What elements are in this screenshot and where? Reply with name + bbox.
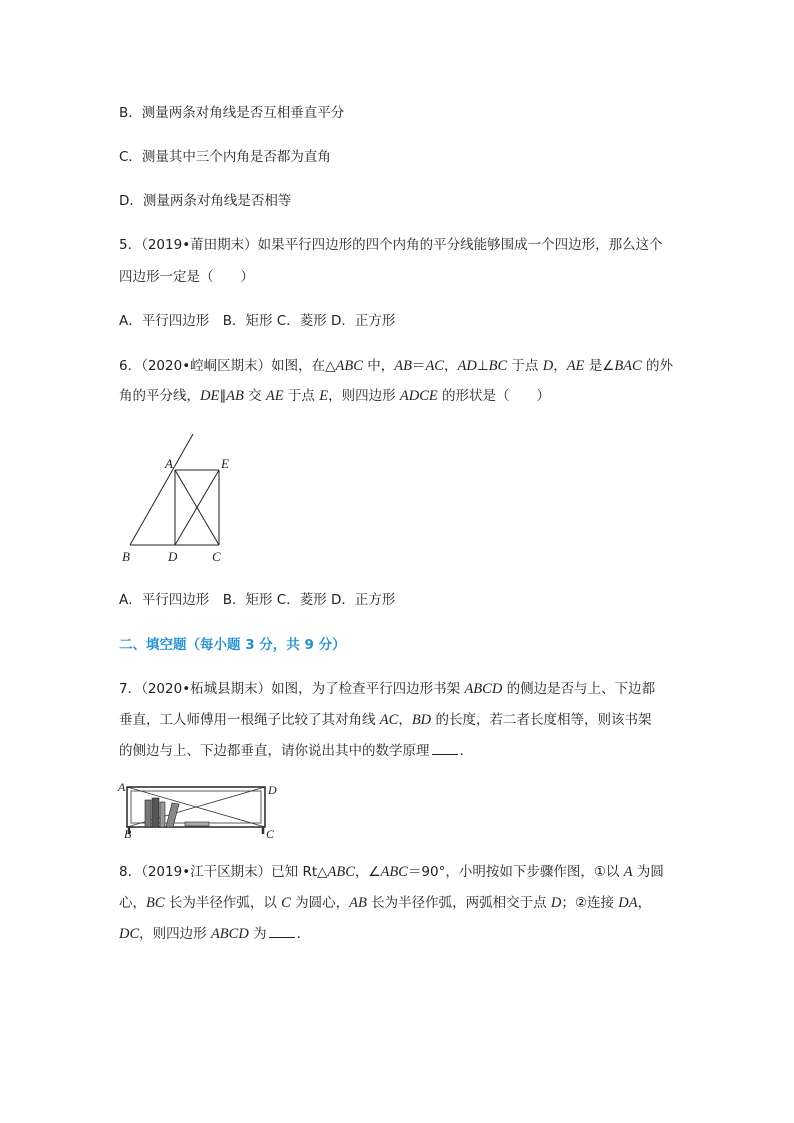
q8-stem-line2: 心，BC 长为半径作弧，以 C 为圆心，AB 长为半径作弧，两弧相交于点 D；②连接 DA， (119, 895, 652, 911)
book (160, 802, 165, 827)
q7-stem-line3: 的侧边与上、下边都垂直，请你说出其中的数学原理 ． (119, 743, 473, 759)
line-b-extension (130, 434, 193, 545)
q8-stem-line3: DC，则四边形 ABCD 为 ． (119, 926, 311, 942)
q4-option-c: C．测量其中三个内角是否都为直角 (119, 149, 331, 165)
book (152, 798, 159, 827)
label-c: C (212, 549, 221, 564)
label-b: B (124, 827, 132, 841)
label-b: B (122, 549, 130, 564)
q8-stem-line1: 8．（2019•江干区期末）已知 Rt△ABC，∠ABC＝90°，小明按如下步骤作图，①以 A 为圆 (119, 864, 664, 880)
section-title: 二、填空题（每小题 3 分，共 9 分） (119, 637, 346, 653)
q6-options: A．平行四边形 B．矩形 C．菱形 D．正方形 (119, 592, 396, 608)
q6-triangle-figure (115, 428, 245, 568)
q5-stem-line2: 四边形一定是（ ） (119, 269, 254, 285)
q5-options: A．平行四边形 B．矩形 C．菱形 D．正方形 (119, 313, 396, 329)
label-d: D (268, 783, 277, 797)
book (145, 800, 151, 827)
q4-option-d: D．测量两条对角线是否相等 (119, 193, 292, 209)
q6-stem-line2: 角的平分线，DE∥AB 交 AE 于点 E，则四边形 ADCE 的形状是（ ） (119, 388, 551, 404)
label-a: A (165, 456, 173, 471)
q4-option-b: B．测量两条对角线是否互相垂直平分 (119, 105, 345, 121)
answer-blank (432, 742, 458, 755)
q5-stem-line1: 5．（2019•莆田期末）如果平行四边形的四个内角的平分线能够围成一个四边形，那么这个 (119, 237, 663, 253)
q6-stem-line1: 6．（2020•崆峒区期末）如图，在△ABC 中，AB＝AC，AD⊥BC 于点 D，AE 是∠BAC 的外 (119, 358, 674, 374)
q7-stem-line2: 垂直，工人师傅用一根绳子比较了其对角线 AC，BD 的长度，若二者长度相等，则该书架 (119, 712, 652, 728)
label-c: C (266, 827, 275, 841)
label-e: E (221, 456, 229, 471)
answer-blank (269, 925, 295, 938)
book-flat (185, 822, 209, 826)
label-d: D (168, 549, 178, 564)
label-a: A (118, 780, 126, 794)
q7-stem-line1: 7．（2020•柘城县期末）如图，为了检查平行四边形书架 ABCD 的侧边是否与上、下边都 (119, 681, 656, 697)
q7-bookshelf-figure (115, 780, 285, 842)
